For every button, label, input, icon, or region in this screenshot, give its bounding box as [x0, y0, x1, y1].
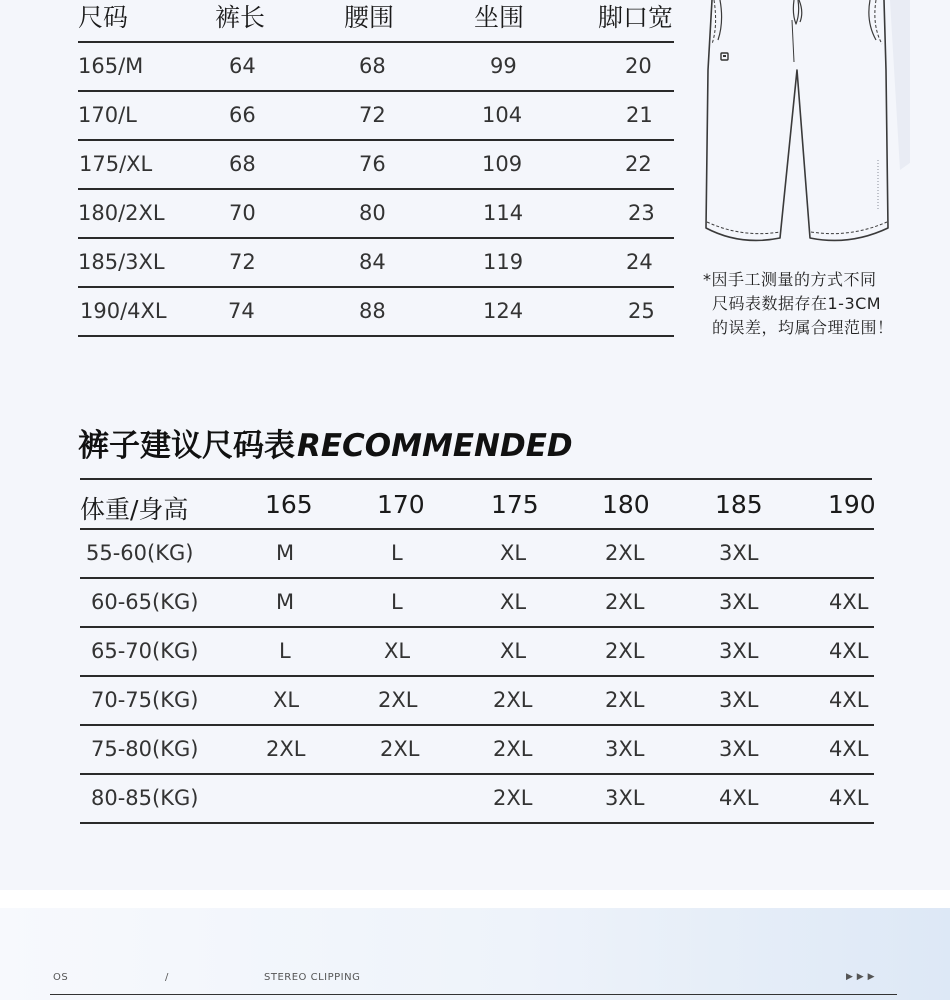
- table-row: [80, 677, 874, 726]
- size-cell: 165/M: [78, 54, 144, 78]
- size-cell: 4XL: [829, 737, 869, 761]
- value-cell: 88: [359, 299, 386, 323]
- pants-illustration: [700, 0, 910, 250]
- size-cell: 3XL: [719, 737, 759, 761]
- table-row: [80, 775, 874, 824]
- size-cell: XL: [500, 541, 527, 565]
- size-cell: 2XL: [380, 737, 420, 761]
- size-cell: 2XL: [266, 737, 306, 761]
- play-arrows-icon: ▶ ▶ ▶: [846, 972, 875, 982]
- size-cell: 4XL: [719, 786, 759, 810]
- weight-cell: 75-80(KG): [91, 737, 199, 761]
- table-row: [80, 726, 874, 775]
- footer-rule: [50, 994, 897, 995]
- size-cell: L: [279, 639, 291, 663]
- weight-cell: 80-85(KG): [91, 786, 199, 810]
- size-cell: 2XL: [378, 688, 418, 712]
- size-cell: 3XL: [719, 541, 759, 565]
- header-height-170: 170: [377, 490, 425, 519]
- size-cell: 170/L: [78, 103, 137, 127]
- table-row: [78, 43, 674, 92]
- value-cell: 74: [228, 299, 255, 323]
- value-cell: 68: [229, 152, 256, 176]
- size-cell: 180/2XL: [78, 201, 165, 225]
- size-cell: 3XL: [605, 786, 645, 810]
- size-cell: XL: [500, 590, 527, 614]
- header-size: 尺码: [78, 3, 129, 32]
- size-cell: 4XL: [829, 786, 869, 810]
- value-cell: 109: [482, 152, 523, 176]
- size-cell: 4XL: [829, 590, 869, 614]
- note-line: *因手工测量的方式不同: [703, 270, 877, 289]
- size-cell: 2XL: [493, 688, 533, 712]
- value-cell: 70: [229, 201, 256, 225]
- size-cell: L: [391, 590, 403, 614]
- size-cell: 175/XL: [79, 152, 153, 176]
- footer-slash: /: [165, 972, 169, 983]
- size-cell: 2XL: [605, 639, 645, 663]
- header-height-180: 180: [602, 490, 650, 519]
- weight-cell: 55-60(KG): [86, 541, 194, 565]
- recommend-table-header: [80, 480, 874, 530]
- size-cell: 2XL: [605, 590, 645, 614]
- table-row: [78, 190, 674, 239]
- header-pant-length: 裤长: [215, 3, 266, 32]
- size-cell: L: [391, 541, 403, 565]
- size-cell: 3XL: [719, 590, 759, 614]
- value-cell: 80: [359, 201, 386, 225]
- recommend-title-cn: 裤子建议尺码表: [78, 428, 295, 464]
- table-row: [78, 92, 674, 141]
- size-cell: M: [276, 590, 295, 614]
- size-cell: 2XL: [605, 541, 645, 565]
- value-cell: 20: [625, 54, 652, 78]
- measurement-note: [703, 268, 923, 340]
- table-row: [80, 530, 874, 579]
- table-row: [78, 288, 674, 337]
- weight-cell: 60-65(KG): [91, 590, 199, 614]
- value-cell: 21: [626, 103, 653, 127]
- value-cell: 66: [229, 103, 256, 127]
- value-cell: 24: [626, 250, 653, 274]
- table-row: [78, 141, 674, 190]
- size-cell: 190/4XL: [80, 299, 167, 323]
- size-cell: 2XL: [493, 737, 533, 761]
- recommend-title: [78, 420, 573, 465]
- size-cell: XL: [273, 688, 300, 712]
- value-cell: 22: [625, 152, 652, 176]
- table-row: [78, 239, 674, 288]
- size-cell: 185/3XL: [78, 250, 165, 274]
- value-cell: 76: [359, 152, 386, 176]
- header-height-185: 185: [715, 490, 763, 519]
- table-row: [80, 579, 874, 628]
- size-cell: 3XL: [605, 737, 645, 761]
- header-weight-height: 体重/身高: [80, 495, 189, 524]
- note-line: 的误差，均属合理范围！: [712, 318, 894, 337]
- size-cell: XL: [500, 639, 527, 663]
- value-cell: 64: [229, 54, 256, 78]
- footer-middle-label: STEREO CLIPPING: [264, 972, 361, 983]
- value-cell: 104: [482, 103, 523, 127]
- value-cell: 23: [628, 201, 655, 225]
- value-cell: 25: [628, 299, 655, 323]
- header-height-175: 175: [491, 490, 539, 519]
- value-cell: 72: [229, 250, 256, 274]
- header-waist: 腰围: [344, 3, 395, 32]
- footer-band: [0, 908, 950, 1000]
- value-cell: 124: [483, 299, 524, 323]
- header-hip: 坐围: [474, 3, 525, 32]
- size-cell: 3XL: [719, 688, 759, 712]
- note-line: 尺码表数据存在1-3CM: [712, 294, 882, 313]
- value-cell: 72: [359, 103, 386, 127]
- size-cell: 4XL: [829, 688, 869, 712]
- size-cell: 2XL: [605, 688, 645, 712]
- size-cell: 3XL: [719, 639, 759, 663]
- header-height-190: 190: [828, 490, 876, 519]
- value-cell: 114: [483, 201, 524, 225]
- value-cell: 84: [359, 250, 386, 274]
- header-leg-opening: 脚口宽: [598, 3, 674, 32]
- size-cell: 4XL: [829, 639, 869, 663]
- weight-cell: 65-70(KG): [91, 639, 199, 663]
- size-cell: XL: [384, 639, 411, 663]
- size-cell: M: [276, 541, 295, 565]
- header-height-165: 165: [265, 490, 313, 519]
- size-table-header: [78, 0, 674, 43]
- value-cell: 99: [490, 54, 517, 78]
- value-cell: 68: [359, 54, 386, 78]
- table-row: [80, 628, 874, 677]
- size-cell: 2XL: [493, 786, 533, 810]
- weight-cell: 70-75(KG): [91, 688, 199, 712]
- value-cell: 119: [483, 250, 524, 274]
- section-divider: [0, 890, 950, 908]
- recommend-title-en: RECOMMENDED: [297, 428, 573, 464]
- footer-left-label: OS: [53, 972, 69, 983]
